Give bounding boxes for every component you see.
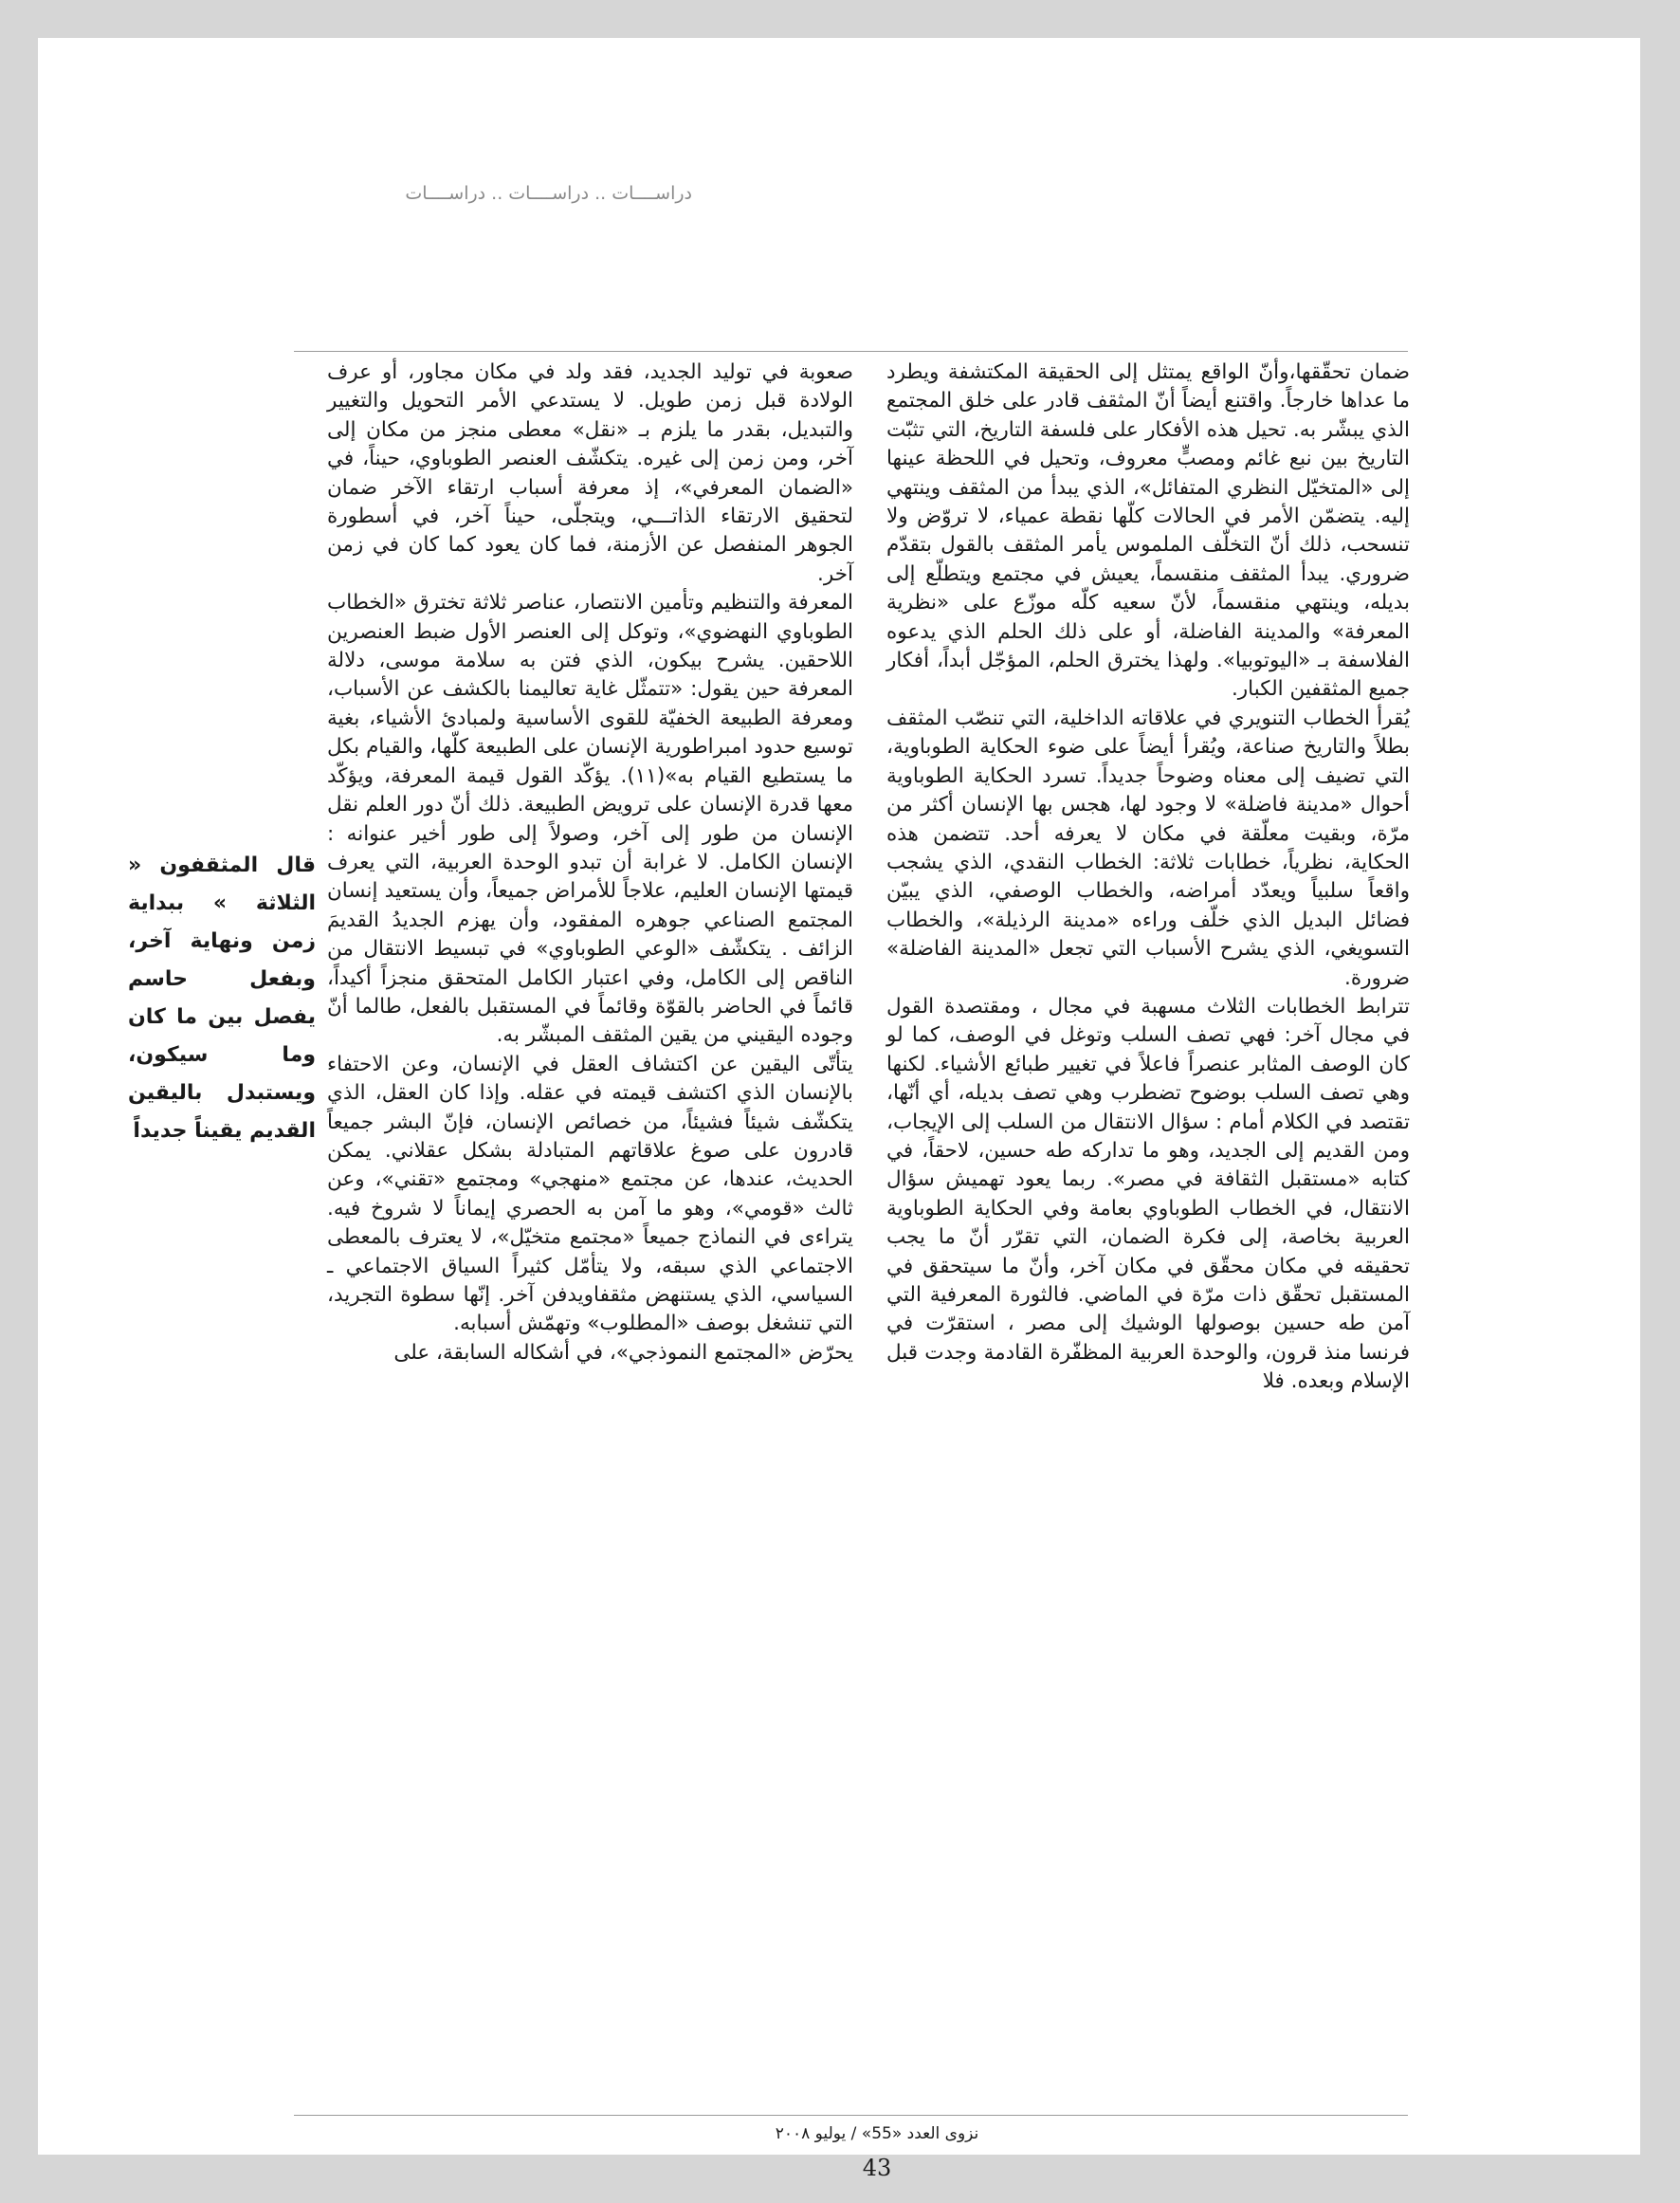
paragraph: ضمان تحقّقها،وأنّ الواقع يمتثل إلى الحقيقة المكتشفة ويطرد ما عداها خارجاً. واقتنع أيضاً أنّ المثقف قادر على خلق المجتمع الذي يبشّر به. تحيل هذه الأفكار على فلسفة التاريخ، التي تثبّت التاريخ بين نبع غائم ومصبٍّ معروف، وتحيل في اللحظة عينها إلى «المتخيّل النظري المتفائل»، الذي يبدأ من المثقف وينتهي إليه. يتضمّن الأمر في الحالات كلّها نقطة عمياء، لا تروّض ولا تنسحب، ذلك أنّ التخلّف الملموس يأمر المثقف بالقول بتقدّم ضروري. يبدأ المثقف منقسماً، يعيش في مجتمع ويتطلّع إلى بديله، وينتهي منقسماً، لأنّ سعيه كلّه موزّع على «نظرية المعرفة» والمدينة الفاضلة، أو على ذلك الحلم الذي يدعوه الفلاسفة بـ «اليوتوبيا». ولهذا يخترق الحلم، المؤجّل أبداً، أفكار جميع المثقفين الكبار. [886,360,1410,702]
paragraph: يُقرأ الخطاب التنويري في علاقاته الداخلية، التي تنصّب المثقف بطلاً والتاريخ صناعة، ويُقرأ أيضاً على ضوء الحكاية الطوباوية، التي تضيف إلى معناه وضوحاً جديداً. تسرد الحكاية الطوباوية أحوال «مدينة فاضلة» لا وجود لها، هجس بها الإنسان أكثر من مرّة، وبقيت معلّقة في مكان لا يعرفه أحد. تتضمن هذه الحكاية، نظرياً، خطابات ثلاثة: الخطاب النقدي، الذي يشجب واقعاً سلبياً ويعدّد أمراضه، والخطاب الوصفي، الذي يبيّن فضائل البديل الذي خلّف وراءه «مدينة الرذيلة»، والخطاب التسويغي، الذي يشرح الأسباب التي تجعل «المدينة الفاضلة» ضرورة. [886,706,1410,990]
bottom-rule [294,2115,1408,2116]
pull-quote: قال المثقفون « الثلاثة » ببداية زمن ونهاية آخر، وبفعل حاسم يفصل بين ما كان وما سيكون، ويستبدل باليقين القديم يقيناً جديداً [128,854,316,1143]
article-column-left [327,358,853,1368]
article-column-right [886,358,1410,1397]
running-head: دراســــات .. دراســــات .. دراســــات [405,183,692,204]
paragraph: يتأتّى اليقين عن اكتشاف العقل في الإنسان، وعن الاحتفاء بالإنسان الذي اكتشف قيمته في عقله. وإذا كان العقل، الذي يتكشّف شيئاً فشيئاً، من خصائص الإنسان، فإنّ البشر جميعاً قادرون على صوغ علاقاتهم المتبادلة بشكل عقلاني. يمكن الحديث، عندها، عن مجتمع «منهجي» ومجتمع «تقني»، وعن ثالث «قومي»، وهو ما آمن به الحصري إيماناً لا شروخ فيه. يتراءى في النماذج جميعاً «مجتمع متخيّل»، لا يعترف بالمعطى الاجتماعي الذي سبقه، ولا يتأمّل كثيراً السياق الاجتماعي ـ السياسي، الذي يستنهض مثقفاويدفن آخر. إنّها سطوة التجريد، التي تنشغل بوصف «المطلوب» وتهمّش أسبابه. [327,1052,853,1336]
paragraph: يحرّض «المجتمع النموذجي»، في أشكاله السابقة، على [393,1340,853,1365]
top-rule [294,351,1408,352]
paragraph: صعوبة في توليد الجديد، فقد ولد في مكان مجاور، أو عرف الولادة قبل زمن طويل. لا يستدعي الأمر التحويل والتغيير والتبديل، بقدر ما يلزم بـ «نقل» معطى منجز من مكان إلى آخر، ومن زمن إلى غيره. يتكشّف العنصر الطوباوي، حيناً، في «الضمان المعرفي»، إذ معرفة أسباب ارتقاء الآخر ضمان لتحقيق الارتقاء الذاتـــي، ويتجلّى، حيناً آخر، في أسطورة الجوهر المنفصل عن الأزمنة، فما كان يعود كما كان في زمن آخر. [327,360,853,586]
paragraph: المعرفة والتنظيم وتأمين الانتصار، عناصر ثلاثة تخترق «الخطاب الطوباوي النهضوي»، وتوكل إلى العنصر الأول ضبط العنصرين اللاحقين. يشرح بيكون، الذي فتن به سلامة موسى، دلالة المعرفة حين يقول: «تتمثّل غاية تعاليمنا بالكشف عن الأسباب، ومعرفة الطبيعة الخفيّة للقوى الأساسية ولمبادئ الأشياء، بغية توسيع حدود امبراطورية الإنسان على الطبيعة كلّها، والقيام بكل ما يستطيع القيام به»(١١). يؤكّد القول قيمة المعرفة، ويؤكّد معها قدرة الإنسان على ترويض الطبيعة. ذلك أنّ دور العلم نقل الإنسان من طور إلى آخر، وصولاً إلى طور أخير عنوانه : الإنسان الكامل. لا غرابة أن تبدو الوحدة العربية، التي يعرف قيمتها الإنسان العليم، علاجاً للأمراض جميعاً، وأن يستعيد إنسان المجتمع الصناعي جوهره المفقود، وأن يهزم الجديدُ القديمَ الزائف . يتكشّف «الوعي الطوباوي» في تبسيط الانتقال من الناقص إلى الكامل، وفي اعتبار الكامل المتحقق منجزاً أكيداً، قائماً في الحاضر بالقوّة وقائماً في المستقبل بالفعل، طالما أنّ وجوده اليقيني من يقين المثقف المبشّر به. [327,591,853,1048]
issue-info: نزوى العدد «55» / يوليو ٢٠٠٨ [775,2124,979,2143]
page-number: 43 [862,2155,892,2181]
paragraph: تترابط الخطابات الثلاث مسهبة في مجال ، ومقتصدة القول في مجال آخر: فهي تصف السلب وتوغل في الوصف، كما لو كان الوصف المثابر عنصراً فاعلاً في تغيير طبائع الأشياء. لكنها وهي تصف السلب بوضوح تضطرب وهي تصف بديله، أي أنّها، تقتصد في الكلام أمام : سؤال الانتقال من السلب إلى الإيجاب، ومن القديم إلى الجديد، وهو ما تداركه طه حسين، لاحقاً، في كتابه «مستقبل الثقافة في مصر». ربما يعود تهميش سؤال الانتقال، في الخطاب الطوباوي بعامة وفي الحكاية الطوباوية العربية بخاصة، إلى فكرة الضمان، التي تقرّر أنّ ما يجب تحقيقه في مكان محقّق في مكان آخر، وأنّ ما سيتحقق في المستقبل تحقّق ذات مرّة في الماضي. فالثورة المعرفية التي آمن طه حسين بوصولها الوشيك إلى مصر ، استقرّت في فرنسا منذ قرون، والوحدة العربية المظفّرة القادمة وجدت قبل الإسلام وبعده. فلا [886,994,1410,1394]
